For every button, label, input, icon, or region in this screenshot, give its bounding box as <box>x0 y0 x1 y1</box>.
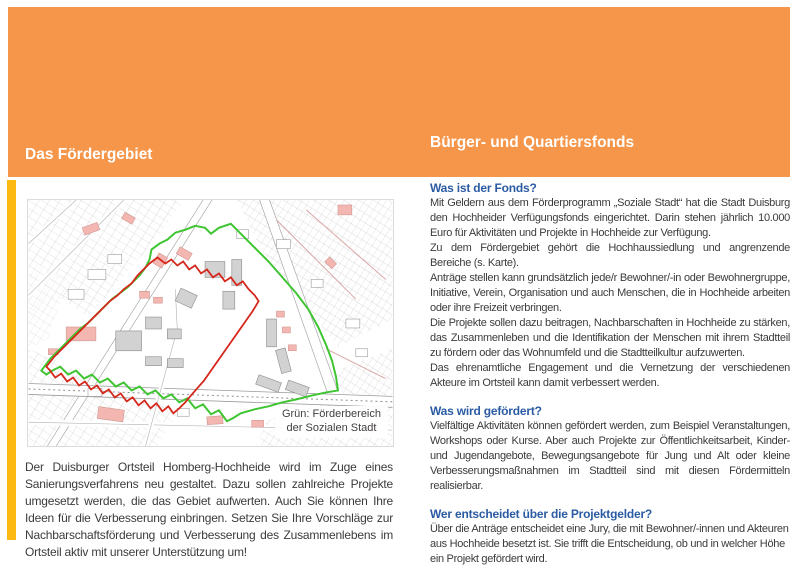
gold-accent-bar <box>7 180 16 540</box>
map-caption-line2: der Sozialen Stadt <box>286 421 377 434</box>
left-section-title: Das Fördergebiet <box>25 146 153 163</box>
section-paragraph: Über die Anträge entscheidet eine Jury, die mit Bewohner/-innen und Akteuren aus Hochheide besetzt ist. Sie trifft die Entscheidung, ob und in welcher Höhe ein Projekt gefördert wird. <box>430 523 789 565</box>
right-section-title: Bürger- und Quartiersfonds <box>430 134 635 151</box>
section-heading: Wer entscheidet über die Projektgelder? <box>430 507 653 521</box>
section-paragraph: Vielfältige Aktivitäten können gefördert werden, zum Beispiel Veranstaltungen, Workshops oder Kurse. Aber auch Projekte zur Öffentlichkeitsarbeit, Kinder- und Jugendangebote, Bewegungsangebote für Jung und Alt oder kleine Verbesserungsmaßnahmen im Stadtteil sind mit diesen Fördermitteln realisierbar. <box>430 420 790 492</box>
section-paragraph: Die Projekte sollen dazu beitragen, Nachbarschaften in Hochheide zu stärken, das Zusammenleben und die Identifikation der Menschen mit ihrem Stadtteil zu fördern oder das Wohnumfeld und die Stadtteilkultur aufzuwerten. <box>430 317 790 359</box>
header-band <box>8 7 790 177</box>
map-buildings-gray <box>116 260 309 397</box>
section-wer-entscheidet <box>430 507 790 567</box>
map-caption-line1: Grün: Förderbereich <box>281 408 381 420</box>
section-was-wird-gefoerdert <box>430 404 790 494</box>
section-was-ist-der-fonds <box>430 181 790 391</box>
section-paragraph: Anträge stellen kann grundsätzlich jede/r Bewohner/-in oder Bewohnergruppe, Initiative, Verein, Organisation und auch Menschen, die in Hochheide arbeiten oder ihre Freizeit verbringen. <box>430 272 790 314</box>
left-intro-paragraph: Der Duisburger Ortsteil Homberg-Hochheide wird im Zuge eines Sanierungsverfahrens neu gestaltet. Dazu sollen zahlreiche Projekte umgesetzt werden, die das Gebiet aufwerten. Auch Sie können Ihre Ideen für die Verbesserung einbringen. Setzen Sie Ihre Vorschläge zur Nachbarschaftsförderung und Verbesserung des Zusammenlebens im Ortsteil aktiv mit unserer Unterstützung um! <box>25 460 393 559</box>
section-paragraph: Mit Geldern aus dem Förderprogramm „Soziale Stadt“ hat die Stadt Duisburg den Hochheider Verfügungsfonds eingerichtet. Darin stehen jährlich 10.000 Euro für Aktivitäten und Projekte in Hochheide zur Verfügung. <box>430 197 790 239</box>
section-heading: Was wird gefördert? <box>430 404 542 418</box>
section-heading: Was ist der Fonds? <box>430 181 537 195</box>
map-figure <box>27 199 394 447</box>
section-paragraph: Das ehrenamtliche Engagement und die Vernetzung der verschiedenen Akteure im Ortsteil kann damit verbessert werden. <box>430 362 790 389</box>
map-caption <box>275 406 388 438</box>
section-paragraph: Zu dem Fördergebiet gehört die Hochhaussiedlung und angrenzende Bereiche (s. Karte). <box>430 242 790 269</box>
fonds-info-column <box>430 181 790 567</box>
